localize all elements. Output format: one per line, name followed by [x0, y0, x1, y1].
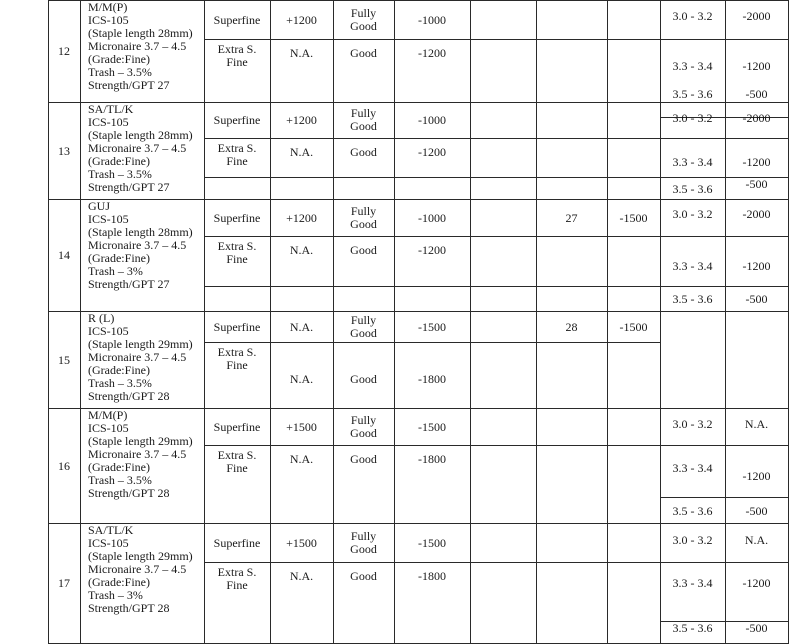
grade-extra-s-fine: Extra S. Fine: [217, 239, 257, 266]
micronaire-discount: -1200: [742, 576, 771, 590]
grid-line-horizontal: [660, 445, 788, 446]
spec-line: (Staple length 28mm): [88, 225, 193, 239]
discount-good: -1800: [418, 452, 446, 466]
premium-extra-s-fine: N.A.: [289, 243, 314, 257]
staple-discount: -1500: [619, 319, 648, 334]
variety-description: [88, 312, 193, 403]
row-number: 17: [58, 576, 70, 590]
grid-line-vertical: [270, 0, 271, 643]
premium-extra-s-fine: N.A.: [289, 452, 314, 466]
spec-line: Trash – 3%: [88, 588, 143, 602]
micronaire-range: 3.3 - 3.4: [672, 576, 713, 590]
grid-line-horizontal: [660, 177, 788, 178]
spec-line: Trash – 3.5%: [88, 65, 152, 79]
grade-superfine: Superfine: [213, 12, 261, 27]
micronaire-range: 3.3 - 3.4: [672, 155, 713, 169]
premium-extra-s-fine: N.A.: [289, 46, 314, 60]
premium-superfine: +1200: [286, 210, 317, 225]
grid-line-vertical: [333, 0, 334, 643]
grid-line-horizontal: [660, 286, 788, 287]
grid-line-horizontal: [660, 562, 788, 563]
grid-line-vertical: [536, 0, 537, 643]
spec-line: (Grade:Fine): [88, 154, 150, 168]
staple-discount: -1500: [619, 210, 648, 225]
row-number: 16: [58, 458, 70, 473]
spec-line: Strength/GPT 27: [88, 277, 170, 291]
grade-superfine: Superfine: [213, 535, 261, 550]
grade-extra-s-fine: Extra S. Fine: [217, 565, 257, 592]
grid-line-horizontal: [204, 562, 660, 563]
micronaire-discount: -1200: [742, 469, 771, 483]
micronaire-range: 3.0 - 3.2: [672, 417, 713, 431]
micronaire-range: 3.3 - 3.4: [672, 59, 713, 73]
grade-extra-s-fine: Extra S. Fine: [217, 448, 257, 475]
grade-extra-s-fine: Extra S. Fine: [217, 345, 257, 372]
grade-superfine: Superfine: [213, 210, 261, 225]
grade-superfine: Superfine: [213, 113, 261, 127]
micronaire-range: 3.0 - 3.2: [672, 533, 713, 547]
grid-line-horizontal: [204, 445, 660, 446]
spec-line: ICS-105: [88, 536, 129, 550]
premium-extra-s-fine: N.A.: [289, 372, 314, 386]
quality-fully-good: Fully Good: [350, 106, 377, 133]
discount-good: -1800: [418, 372, 446, 386]
spec-line: Trash – 3%: [88, 264, 143, 278]
grid-line-horizontal: [204, 236, 660, 237]
grade-extra-s-fine: Extra S. Fine: [217, 42, 257, 69]
variety-name: SA/TL/K: [88, 523, 134, 537]
quality-fully-good: Fully Good: [350, 203, 377, 231]
micronaire-range: 3.3 - 3.4: [672, 461, 713, 475]
spec-line: Trash – 3.5%: [88, 473, 152, 487]
micronaire-discount: -1200: [742, 259, 771, 273]
spec-line: Micronaire 3.7 – 4.5: [88, 562, 187, 576]
grid-line-horizontal: [204, 39, 660, 40]
grid-line-vertical: [470, 0, 471, 643]
spec-line: Micronaire 3.7 – 4.5: [88, 141, 187, 155]
spec-line: ICS-105: [88, 421, 129, 435]
spec-line: (Grade:Fine): [88, 460, 150, 474]
spec-line: (Staple length 28mm): [88, 128, 193, 142]
spec-line: Strength/GPT 28: [88, 389, 170, 403]
spec-line: (Grade:Fine): [88, 251, 150, 265]
grid-line-vertical: [607, 0, 608, 643]
micronaire-discount: N.A.: [744, 533, 769, 547]
grid-line-vertical: [394, 0, 395, 643]
grid-line-vertical: [204, 0, 205, 643]
spec-line: Trash – 3.5%: [88, 376, 152, 390]
premium-superfine: +1200: [286, 113, 317, 127]
grid-line-vertical: [80, 0, 81, 643]
discount-fully-good: -1000: [418, 113, 446, 127]
grid-line-horizontal: [204, 138, 660, 139]
grid-line-vertical: [48, 0, 49, 643]
variety-description: [88, 524, 193, 615]
grid-line-horizontal: [660, 497, 788, 498]
spec-line: ICS-105: [88, 13, 129, 27]
micronaire-discount: -1200: [742, 155, 771, 169]
variety-description: [88, 409, 193, 500]
grid-line-horizontal: [660, 138, 788, 139]
micronaire-discount: -500: [745, 87, 768, 101]
spec-line: (Grade:Fine): [88, 575, 150, 589]
quality-good: Good: [350, 243, 377, 257]
quality-good: Good: [350, 145, 377, 159]
grid-line-horizontal: [204, 286, 660, 287]
grid-line-horizontal: [204, 342, 660, 343]
micronaire-range: 3.5 - 3.6: [672, 504, 713, 518]
micronaire-range: 3.0 - 3.2: [672, 9, 713, 23]
quality-good: Good: [350, 46, 377, 60]
micronaire-range: 3.5 - 3.6: [672, 182, 713, 196]
spec-line: (Staple length 29mm): [88, 549, 193, 563]
row-number: 12: [58, 44, 70, 58]
variety-name: M/M(P): [88, 408, 128, 422]
spec-line: (Staple length 29mm): [88, 337, 193, 351]
quality-good: Good: [350, 372, 377, 386]
discount-fully-good: -1500: [418, 535, 446, 550]
grade-extra-s-fine: Extra S. Fine: [217, 141, 257, 168]
grid-line-horizontal: [204, 177, 660, 178]
discount-good: -1800: [418, 569, 446, 583]
discount-fully-good: -1000: [418, 210, 446, 225]
grid-line-vertical: [660, 0, 661, 643]
spec-line: (Grade:Fine): [88, 363, 150, 377]
premium-superfine: N.A.: [289, 319, 314, 334]
grid-line-vertical: [725, 0, 726, 643]
spec-line: Micronaire 3.7 – 4.5: [88, 39, 187, 53]
spec-line: Micronaire 3.7 – 4.5: [88, 350, 187, 364]
micronaire-range: 3.0 - 3.2: [672, 111, 713, 125]
micronaire-range: 3.3 - 3.4: [672, 259, 713, 273]
spec-line: (Grade:Fine): [88, 52, 150, 66]
variety-name: SA/TL/K: [88, 102, 134, 116]
staple-gpt: 28: [565, 319, 578, 334]
micronaire-range: 3.5 - 3.6: [672, 621, 713, 635]
quality-fully-good: Fully Good: [350, 412, 377, 440]
spec-line: ICS-105: [88, 212, 129, 226]
discount-good: -1200: [418, 243, 446, 257]
premium-superfine: +1500: [286, 535, 317, 550]
discount-fully-good: -1500: [418, 319, 446, 334]
spec-line: Strength/GPT 27: [88, 180, 170, 194]
grid-line-vertical: [788, 0, 789, 643]
micronaire-discount: N.A.: [744, 417, 769, 431]
micronaire-discount: -2000: [742, 9, 771, 23]
spec-line: Micronaire 3.7 – 4.5: [88, 238, 187, 252]
row-number: 15: [58, 352, 70, 367]
micronaire-discount: -500: [745, 177, 768, 191]
variety-description: [88, 1, 193, 92]
variety-name: R (L): [88, 311, 115, 325]
row-number: 13: [58, 143, 70, 158]
quality-fully-good: Fully Good: [350, 5, 377, 33]
spec-line: Strength/GPT 28: [88, 486, 170, 500]
grid-line-horizontal: [660, 39, 788, 40]
spec-line: ICS-105: [88, 324, 129, 338]
discount-fully-good: -1000: [418, 12, 446, 27]
quality-fully-good: Fully Good: [350, 312, 377, 340]
discount-good: -1200: [418, 145, 446, 159]
premium-superfine: +1200: [286, 12, 317, 27]
premium-superfine: +1500: [286, 419, 317, 434]
discount-good: -1200: [418, 46, 446, 60]
variety-name: M/M(P): [88, 0, 128, 14]
micronaire-discount: -2000: [742, 207, 771, 221]
quality-good: Good: [350, 569, 377, 583]
spec-line: Trash – 3.5%: [88, 167, 152, 181]
grid-line-horizontal: [660, 236, 788, 237]
micronaire-range: 3.5 - 3.6: [672, 87, 713, 101]
row-number: 14: [58, 248, 70, 262]
spec-line: (Staple length 28mm): [88, 26, 193, 40]
spec-line: Strength/GPT 28: [88, 601, 170, 615]
spec-line: ICS-105: [88, 115, 129, 129]
premium-extra-s-fine: N.A.: [289, 145, 314, 159]
premium-extra-s-fine: N.A.: [289, 569, 314, 583]
spec-line: (Staple length 29mm): [88, 434, 193, 448]
micronaire-range: 3.5 - 3.6: [672, 292, 713, 306]
variety-description: [88, 103, 193, 194]
spec-line: Micronaire 3.7 – 4.5: [88, 447, 187, 461]
micronaire-discount: -500: [745, 504, 768, 518]
staple-gpt: 27: [565, 210, 578, 225]
spec-line: Strength/GPT 27: [88, 78, 170, 92]
quality-fully-good: Fully Good: [350, 528, 377, 556]
micronaire-discount: -500: [745, 621, 768, 635]
micronaire-discount: -2000: [742, 111, 771, 125]
micronaire-range: 3.0 - 3.2: [672, 207, 713, 221]
micronaire-discount: -500: [745, 292, 768, 306]
grade-superfine: Superfine: [213, 419, 261, 434]
quality-good: Good: [350, 452, 377, 466]
discount-fully-good: -1500: [418, 419, 446, 434]
variety-description: [88, 200, 193, 291]
micronaire-discount: -1200: [742, 59, 771, 73]
grade-superfine: Superfine: [213, 319, 261, 334]
variety-name: GUJ: [88, 199, 111, 213]
